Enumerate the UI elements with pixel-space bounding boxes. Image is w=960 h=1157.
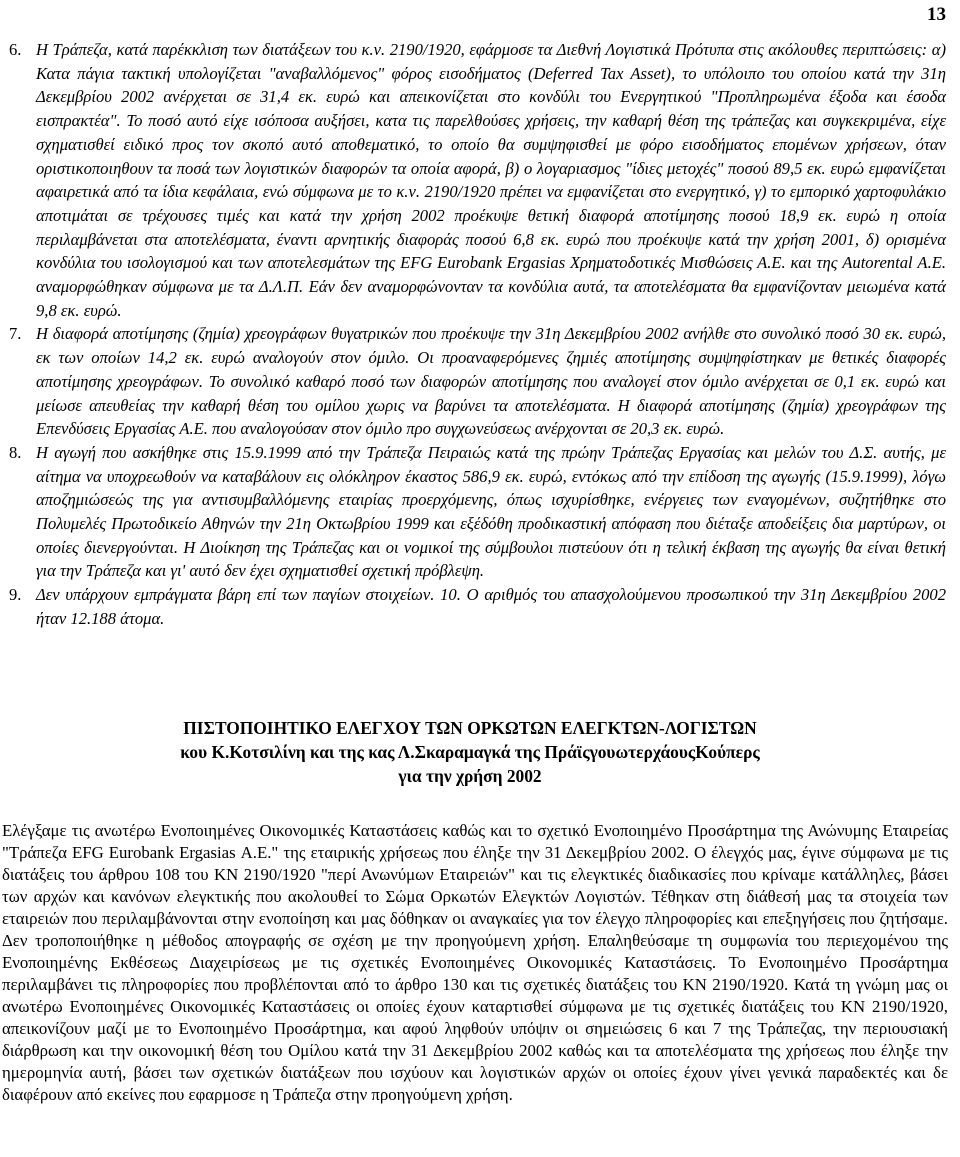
note-6: [0, 38, 960, 322]
note-text: Δεν υπάρχουν εμπράγματα βάρη επί των παγίων στοιχείων. 10. Ο αριθμός του απασχολούμενου προσωπικού την 31η Δεκεμβρίου 2002 ήταν 12.188 άτομα.: [36, 585, 946, 628]
page-number: 13: [927, 4, 946, 25]
note-number: 6.: [9, 40, 22, 59]
note-number: 8.: [9, 442, 22, 462]
certificate-title-line-2: κου Κ.Κοτσιλίνη και της κας Λ.Σκαραμαγκά της ΠράϊςγουωτερχάουςΚούπερς: [180, 742, 760, 762]
note-7: [0, 322, 960, 441]
note-text: Η διαφορά αποτίμησης (ζημία) χρεογράφων θυγατρικών που προέκυψε την 31η Δεκεμβρίου 2002 ανήλθε στο συνολικό ποσό 30 εκ. ευρώ, εκ των οποίων 14,2 εκ. ευρώ αναλογούν στον όμιλο. Οι προαναφερόμενες ζημιές αποτίμησης συμψηφίστηκαν με θετικές διαφορές αποτίμησης χρεογράφων. Το συνολικό καθαρό ποσό των διαφορών αποτίμησης που αναλογεί στον όμιλο ανέρχεται σε 0,1 εκ. ευρώ και μείωσε απευθείας την καθαρή θέση του ομίλου χωρις να βαρύνει τα αποτελέσματα. Η διαφορά αποτίμησης (ζημία) χρεογράφων της Επενδύσεις Εργασίας Α.Ε. που αναλογούσαν στον όμιλο προ συγχωνεύσεως ανέρχονται σε 20,3 εκ. ευρώ.: [36, 324, 946, 439]
certificate-title-line-1: ΠΙΣΤΟΠΟΙΗΤΙΚΟ ΕΛΕΓΧΟΥ ΤΩΝ ΟΡΚΩΤΩΝ ΕΛΕΓΚΤΩΝ-ΛΟΓΙΣΤΩΝ: [183, 718, 757, 738]
note-text: Η αγωγή που ασκήθηκε στις 15.9.1999 από την Τράπεζα Πειραιώς κατά της πρώην Τράπεζας Εργασίας και μελών του Δ.Σ. αυτής, με αίτημα να υποχρεωθούν να καταβάλουν εις ολόκληρον έκαστος 586,9 εκ. ευρώ, εντόκως από την επίδοση της αγωγής (15.9.1999), λόγω αποζημιώσεώς της για αντισυμβαλλόμενης εταιρίας προερχόμενης, όπως ισχυρίσθηκε, ενέργειες των εναγομένων, συζητήθηκε στο Πολυμελές Πρωτοδικείο Αθηνών την 21η Οκτωβρίου 1999 και εξέδόθη προδικαστική απόφαση που διέταξε αποδείξεις δια μαρτύρων, οι οποίες διενεργούνται. Η Διοίκηση της Τράπεζας και οι νομικοί της σύμβουλοι πιστεύουν ότι η τελική έκβαση της αγωγής θα είναι θετική για την Τράπεζα και γι' αυτό δεν έχει σχηματισθεί σχετική πρόβλεψη.: [36, 442, 946, 581]
notes-list: [0, 38, 960, 631]
note-text: Η Τράπεζα, κατά παρέκκλιση των διατάξεων του κ.ν. 2190/1920, εφάρμοσε τα Διεθνή Λογιστικά Πρότυπα στις ακόλουθες περιπτώσεις: α) Κατα πάγια τακτική υπολογίζεται "αναβαλλόμενος" φόρος εισοδήματος (Deferred Tax Asset), το υπόλοιπο του οποίου κατά την 31η Δεκεμβρίου 2002 ανέρχεται σε 31,4 εκ. ευρώ και απεικονίζεται στο κονδύλι του Ενεργητικού "Προπληρωμένα έξοδα και έσοδα εισπρακτέα". Το ποσό αυτό είχε ισόποσα αυξήσει, κατα τις παρελθούσες χρήσεις, την καθαρή θέση της τράπεζας και συγκεκριμένα, είχε σχηματισθεί ειδικό προς τον σκοπό αυτό αποθεματικό, το οποίο θα συμψηφισθεί με φόρο εισοδήματος επομένων χρήσεων, όταν οριστικοποιηθουν τα ποσά των λογιστικών διαφορών τα οποία αφορά, β) ο λογαριασμος "ίδιες μετοχές" ποσού 89,5 εκ. ευρώ εμφανίζεται αφαιρετικά από τα ίδια κεφάλαια, ενώ σύμφωνα με το κ.ν. 2190/1920 πρέπει να εμφανίζεται στο ενεργητικό, γ) το εμπορικό χαρτοφυλάκιο αποτιμάται σε τρέχουσες τιμές και κατά την χρήση 2002 προέκυψε θετική διαφορά αποτίμησης ποσού 18,9 εκ. ευρώ η οποία περιλαμβάνεται στα αποτελέσματα, έναντι αρνητικής διαφοράς ποσού 6,8 εκ. ευρώ που προέκυψε κατά την χρήση 2001, δ) ορισμένα κονδύλια του ισολογισμού και των αποτελεσμάτων της EFG Eurobank Ergasias Χρηματοδοτικές Μισθώσεις Α.Ε. και της Autorental Α.Ε. αναμορφώθηκαν σύμφωνα με τα Δ.Λ.Π. Εάν δεν αναμορφώνονταν τα κονδύλια αυτά, τα αποτελέσματα θα εμφανίζονταν μειωμένα κατά 9,8 εκ. ευρώ.: [36, 40, 946, 320]
certificate-title: [0, 716, 940, 788]
certificate-title-line-3: για την χρήση 2002: [398, 766, 542, 786]
note-number: 7.: [9, 324, 22, 344]
note-8: [0, 441, 960, 583]
note-number: 9.: [9, 585, 22, 605]
note-9: [0, 583, 960, 630]
certificate-body: Ελέγξαμε τις ανωτέρω Ενοποιημένες Οικονομικές Καταστάσεις καθώς και το σχετικό Ενοποιημένο Προσάρτημα της Ανώνυμης Εταιρείας "Τράπεζα EFG Eurobank Ergasias Α.Ε." της εταιρικής χρήσεως που έληξε την 31 Δεκεμβρίου 2002. Ο έλεγχός μας, έγινε σύμφωνα με τις διατάξεις του άρθρου 108 του ΚΝ 2190/1920 "περί Ανωνύμων Εταιρειών" και τις ελεγκτικές διαδικασίες που κρίναμε κατάλληλες, βάσει των αρχών και κανόνων ελεγκτικής που ακολουθεί το Σώμα Ορκωτών Ελεγκτών Λογιστών. Τέθηκαν στη διάθεσή μας τα στοιχεία των εταιρειών που περιλαμβάνονται στην ενοποίηση και μας δόθηκαν οι αναγκαίες για τον έλεγχο πληροφορίες και επεξηγήσεις που ζητήσαμε. Δεν τροποποιήθηκε η μέθοδος απογραφής σε σχέση με την προηγούμενη χρήση. Επαληθεύσαμε τη συμφωνία του περιεχομένου της Ενοποιημένης Εκθέσεως Διαχειρίσεως με τις σχετικές Ενοποιημένες Οικονομικές Καταστάσεις. Το Ενοποιημένο Προσάρτημα περιλαμβάνει τις πληροφορίες που προβλέπονται από το άρθρο 130 και τις σχετικές διατάξεις του ΚΝ 2190/1920. Κατά τη γνώμη μας οι ανωτέρω Ενοποιημένες Οικονομικές Καταστάσεις οι οποίες έχουν καταρτισθεί σύμφωνα με τις σχετικές διατάξεις του ΚΝ 2190/1920, απεικονίζουν μαζί με το Ενοποιημένο Προσάρτημα, και αφού ληφθούν υπόψιν οι σημειώσεις 6 και 7 της Τράπεζας, την περιουσιακή διάρθρωση και την οικονομική θέση του Ομίλου κατά την 31 Δεκεμβρίου 2002 καθώς και τα αποτελέσματα της χρήσεως που έληξε την ημερομηνία αυτή, βάσει των σχετικών διατάξεων που ισχύουν και λογιστικών αρχών οι οποίες έχουν γίνει γενικά παραδεκτές και δε διαφέρουν από εκείνες που εφαρμοσε η Τράπεζα στην προηγούμενη χρήση.: [2, 821, 948, 1104]
